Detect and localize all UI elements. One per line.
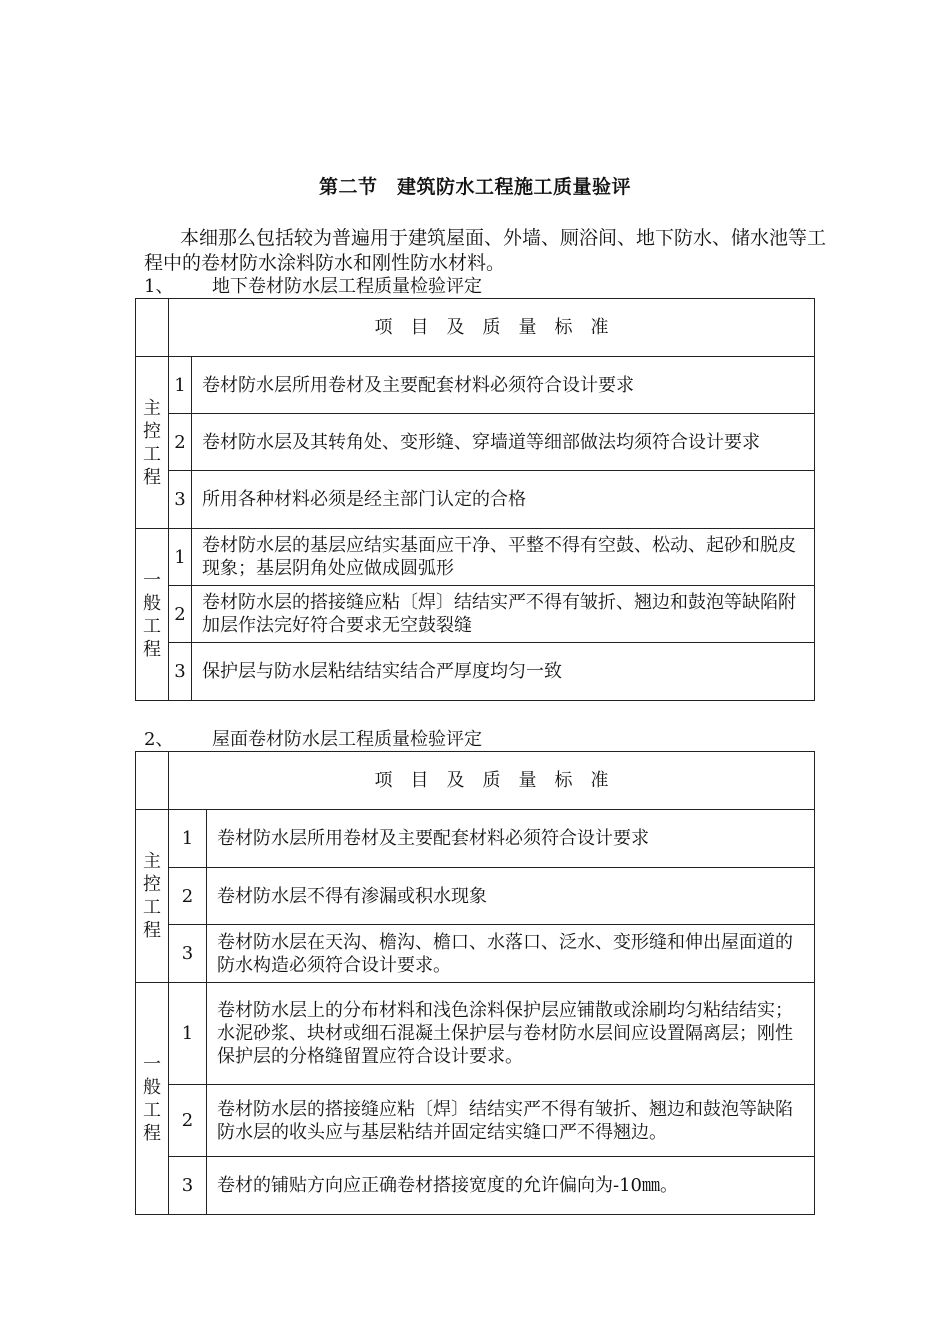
section-1-number: 1、 [144, 276, 174, 297]
item-text: 卷材防水层不得有渗漏或积水现象 [207, 868, 815, 925]
item-number: 3 [169, 471, 192, 529]
item-text: 卷材防水层所用卷材及主要配套材料必须符合设计要求 [192, 357, 815, 414]
item-number: 2 [169, 868, 207, 925]
section-1-heading [144, 276, 482, 298]
category-main-control: 主 控 工 程 [136, 357, 169, 529]
category-general: 一 般 工 程 [136, 983, 169, 1215]
header-blank-cell [136, 752, 169, 810]
item-text: 卷材防水层及其转角处、变形缝、穿墙道等细部做法均须符合设计要求 [192, 414, 815, 471]
category-main-control: 主 控 工 程 [136, 810, 169, 983]
table-row [136, 868, 815, 925]
table-row [136, 983, 815, 1085]
item-number: 3 [169, 1157, 207, 1215]
table-header: 项 目 及 质 量 标 准 [169, 752, 815, 810]
section-2-number: 2、 [144, 729, 174, 750]
item-number: 1 [169, 983, 207, 1085]
header-blank-cell [136, 299, 169, 357]
item-text: 保护层与防水层粘结结实结合严厚度均匀一致 [192, 643, 815, 701]
intro-paragraph: 本细那么包括较为普遍用于建筑屋面、外墙、厕浴间、地下防水、储水池等工程中的卷材防水涂料防水和刚性防水材料。 [144, 227, 827, 274]
table-row [136, 1085, 815, 1157]
item-number: 1 [169, 810, 207, 868]
item-number: 1 [169, 529, 192, 586]
table-header-row [136, 299, 815, 357]
table-row [136, 810, 815, 868]
item-text: 卷材的铺贴方向应正确卷材搭接宽度的允许偏向为-10㎜。 [207, 1157, 815, 1215]
item-text: 卷材防水层的搭接缝应粘〔焊〕结结实严不得有皱折、翘边和鼓泡等缺陷防水层的收头应与基层粘结并固定结实缝口严不得翘边。 [207, 1085, 815, 1157]
section-2-table [135, 751, 815, 1215]
table-row [136, 357, 815, 414]
item-text: 卷材防水层上的分布材料和浅色涂料保护层应铺散或涂刷均匀粘结结实；水泥砂浆、块材或细石混凝土保护层与卷材防水层间应设置隔离层；刚性保护层的分格缝留置应符合设计要求。 [207, 983, 815, 1085]
table-header: 项 目 及 质 量 标 准 [169, 299, 815, 357]
item-text: 卷材防水层在天沟、檐沟、檐口、水落口、泛水、变形缝和伸出屋面道的防水构造必须符合设计要求。 [207, 925, 815, 983]
item-number: 2 [169, 414, 192, 471]
table-row [136, 925, 815, 983]
section-2-title: 屋面卷材防水层工程质量检验评定 [212, 729, 482, 750]
table-row [136, 529, 815, 586]
item-number: 2 [169, 586, 192, 643]
table-row [136, 643, 815, 701]
section-1-title: 地下卷材防水层工程质量检验评定 [212, 276, 482, 297]
table-row [136, 414, 815, 471]
category-general: 一 般 工 程 [136, 529, 169, 701]
item-number: 2 [169, 1085, 207, 1157]
item-text: 卷材防水层的基层应结实基面应干净、平整不得有空鼓、松动、起砂和脱皮现象；基层阴角处应做成圆弧形 [192, 529, 815, 586]
table-header-row [136, 752, 815, 810]
item-text: 卷材防水层所用卷材及主要配套材料必须符合设计要求 [207, 810, 815, 868]
item-number: 3 [169, 925, 207, 983]
item-text: 所用各种材料必须是经主部门认定的合格 [192, 471, 815, 529]
item-text: 卷材防水层的搭接缝应粘〔焊〕结结实严不得有皱折、翘边和鼓泡等缺陷附加层作法完好符合要求无空鼓裂缝 [192, 586, 815, 643]
item-number: 3 [169, 643, 192, 701]
page-title: 第二节 建筑防水工程施工质量验评 [318, 176, 631, 198]
section-1-table [135, 298, 815, 701]
table-row [136, 1157, 815, 1215]
item-number: 1 [169, 357, 192, 414]
table-row [136, 586, 815, 643]
table-row [136, 471, 815, 529]
section-2-heading [144, 729, 482, 751]
